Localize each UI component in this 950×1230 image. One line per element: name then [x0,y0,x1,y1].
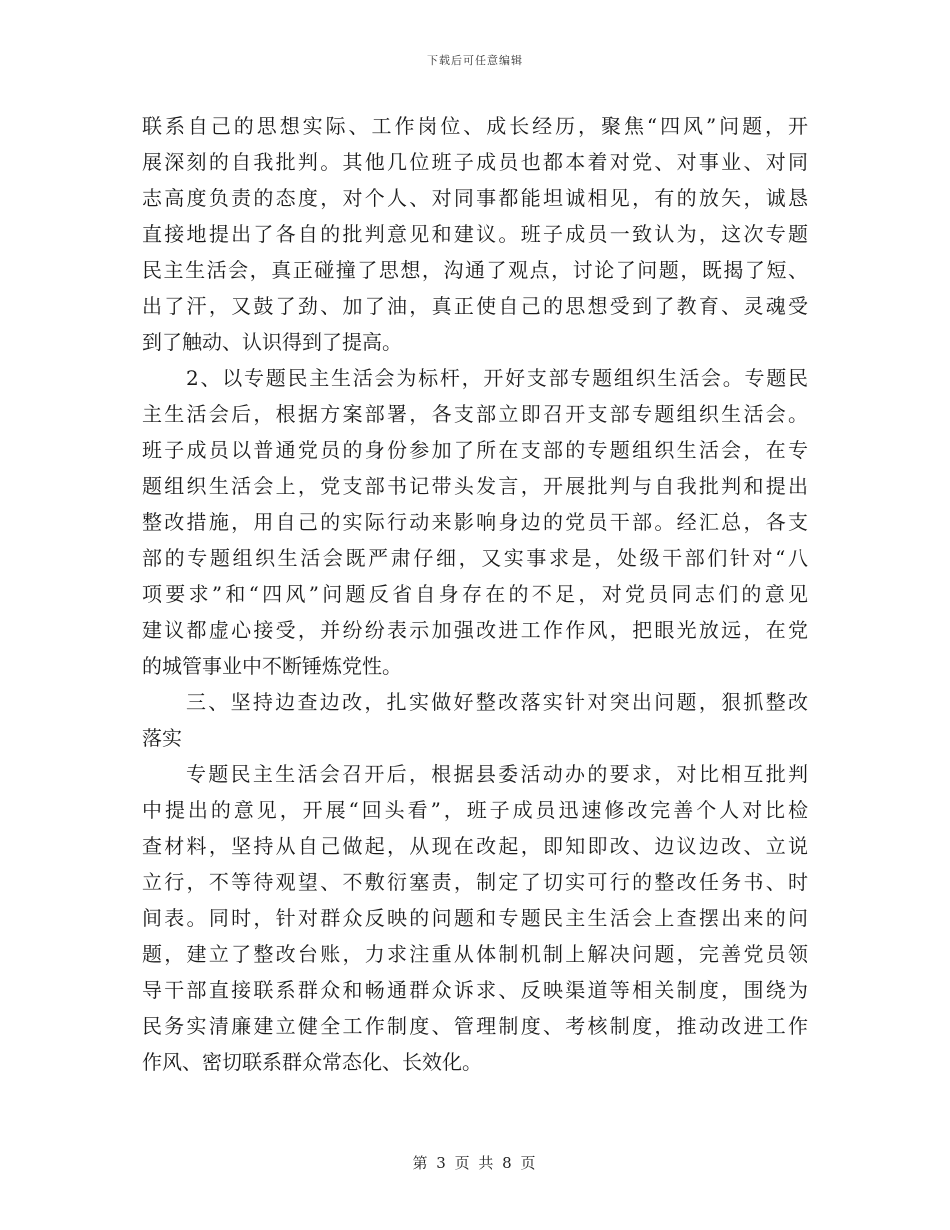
paragraph-line: 立行，不等待观望、不敷衍塞责，制定了切实可行的整改任务书、时 [142,870,808,894]
paragraph-line: 部的专题组织生活会既严肃仔细，又实事求是，处级干部们针对“八 [142,546,808,570]
paragraph [142,108,808,360]
page-number-footer: 第 3 页 共 8 页 [412,1154,538,1172]
paragraph-line: 整改措施，用自己的实际行动来影响身边的党员干部。经汇总，各支 [142,510,808,534]
paragraph [142,756,808,1080]
paragraph-line: 间表。同时，针对群众反映的问题和专题民主生活会上查摆出来的问 [142,906,808,930]
page-header: 下载后可任意编辑 [427,54,523,67]
paragraph-line: 直接地提出了各自的批判意见和建议。班子成员一致认为，这次专题 [142,222,808,246]
paragraph-line: 项要求”和“四风”问题反省自身存在的不足，对党员同志们的意见 [142,582,808,606]
paragraph-line: 志高度负责的态度，对个人、对同事都能坦诚相见，有的放矢，诚恳 [142,186,808,210]
paragraph-line: 专题民主生活会召开后，根据县委活动办的要求，对比相互批判 [186,762,808,786]
paragraph-line: 联系自己的思想实际、工作岗位、成长经历，聚焦“四风”问题，开 [142,114,808,138]
paragraph-line: 作风、密切联系群众常态化、长效化。 [142,1050,482,1074]
paragraph-line: 的城管事业中不断锤炼党性。 [142,654,402,678]
paragraph-line: 民务实清廉建立健全工作制度、管理制度、考核制度，推动改进工作 [142,1014,808,1038]
paragraph-line: 到了触动、认识得到了提高。 [142,330,402,354]
paragraph-line: 题组织生活会上，党支部书记带头发言，开展批判与自我批判和提出 [142,474,808,498]
paragraph [142,684,808,756]
paragraph-line: 2、以专题民主生活会为标杆，开好支部专题组织生活会。专题民 [186,366,808,390]
paragraph-line: 查材料，坚持从自己做起，从现在改起，即知即改、边议边改、立说 [142,834,808,858]
paragraph-line: 展深刻的自我批判。其他几位班子成员也都本着对党、对事业、对同 [142,150,808,174]
paragraph [142,360,808,684]
document-body [142,108,808,1080]
paragraph-line: 题，建立了整改台账，力求注重从体制机制上解决问题，完善党员领 [142,942,808,966]
paragraph-line: 三、坚持边查边改，扎实做好整改落实针对突出问题，狠抓整改 [186,690,808,714]
paragraph-line: 建议都虚心接受，并纷纷表示加强改进工作作风，把眼光放远，在党 [142,618,808,642]
paragraph-line: 中提出的意见，开展“回头看”，班子成员迅速修改完善个人对比检 [142,798,808,822]
paragraph-line: 主生活会后，根据方案部署，各支部立即召开支部专题组织生活会。 [142,402,808,426]
paragraph-line: 民主生活会，真正碰撞了思想，沟通了观点，讨论了问题，既揭了短、 [142,258,808,282]
paragraph-line: 落实 [142,726,182,750]
paragraph-line: 导干部直接联系群众和畅通群众诉求、反映渠道等相关制度，围绕为 [142,978,808,1002]
paragraph-line: 出了汗，又鼓了劲、加了油，真正使自己的思想受到了教育、灵魂受 [142,294,808,318]
paragraph-line: 班子成员以普通党员的身份参加了所在支部的专题组织生活会，在专 [142,438,808,462]
